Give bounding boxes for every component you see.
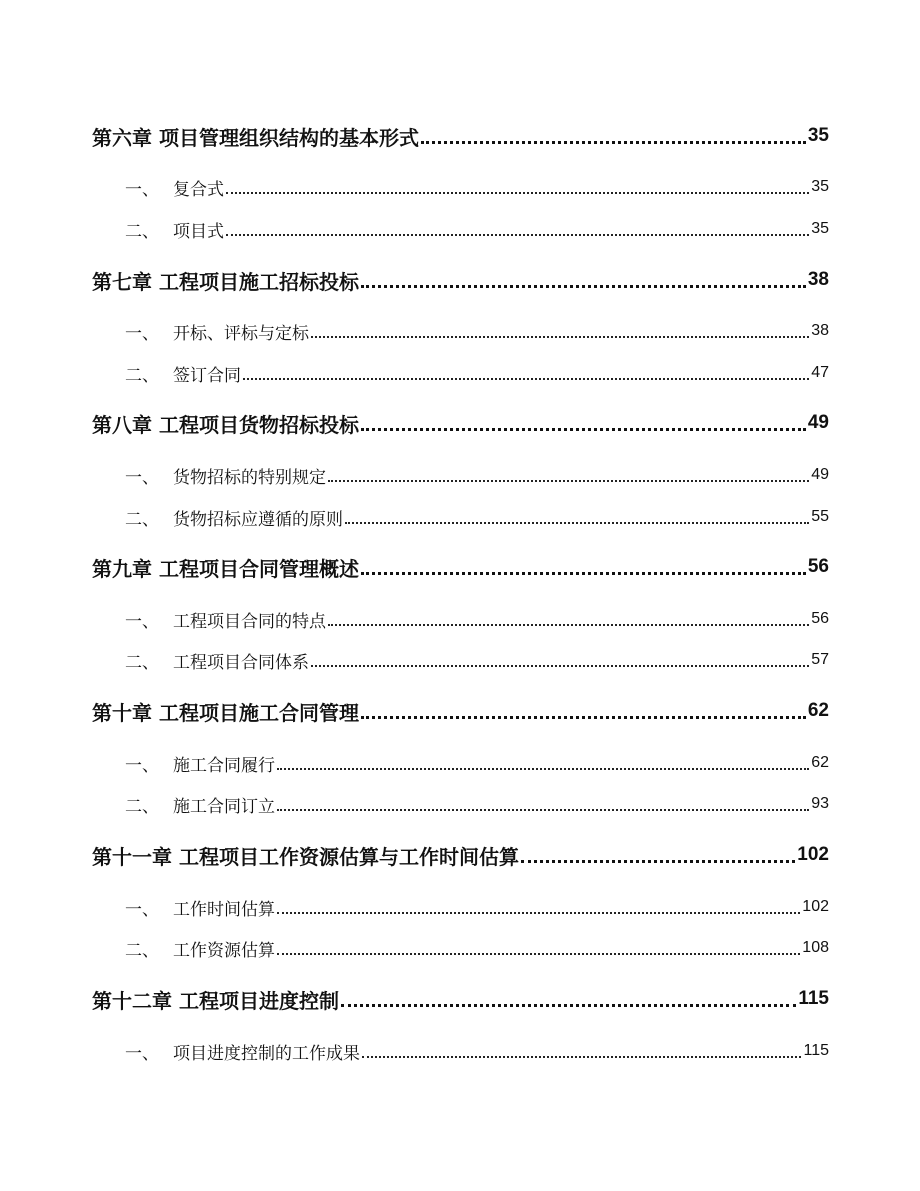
toc-page-number: 56	[807, 556, 829, 577]
toc-section-number: 一、	[125, 467, 159, 488]
toc-section-number: 二、	[125, 221, 159, 242]
toc-leader-dots	[345, 522, 809, 524]
toc-chapter-title: 第十一章 工程项目工作资源估算与工作时间估算	[92, 844, 519, 869]
toc-section-title: 工作资源估算	[173, 940, 275, 961]
toc-page-number: 93	[811, 795, 829, 812]
toc-section-number: 一、	[125, 323, 159, 344]
toc-chapter-title: 第十章 工程项目施工合同管理	[92, 700, 359, 725]
toc-section-title: 开标、评标与定标	[173, 323, 309, 344]
toc-section-title: 货物招标的特别规定	[173, 467, 326, 488]
toc-leader-dots	[361, 285, 806, 288]
toc-page-number: 38	[811, 322, 829, 339]
toc-leader-dots	[362, 1056, 801, 1058]
toc-leader-dots	[328, 480, 809, 482]
toc-page-number: 55	[811, 508, 829, 525]
toc-section-title: 施工合同订立	[173, 796, 275, 817]
toc-chapter-title: 第六章 项目管理组织结构的基本形式	[92, 125, 419, 150]
toc-section-title: 施工合同履行	[173, 755, 275, 776]
toc-section-number: 一、	[125, 611, 159, 632]
toc-section-number: 一、	[125, 179, 159, 200]
toc-page-number: 49	[807, 412, 829, 433]
toc-section-number: 一、	[125, 755, 159, 776]
toc-leader-dots	[277, 809, 809, 811]
toc-page-number: 56	[811, 610, 829, 627]
toc-leader-dots	[277, 768, 809, 770]
toc-section-number: 二、	[125, 365, 159, 386]
toc-leader-dots	[243, 378, 809, 380]
toc-section-10-2[interactable]	[0, 789, 920, 819]
toc-page-number: 47	[811, 364, 829, 381]
toc-page-number: 102	[797, 844, 829, 865]
toc-section-number: 二、	[125, 796, 159, 817]
toc-page-number: 57	[811, 651, 829, 668]
toc-section-number: 二、	[125, 509, 159, 530]
toc-page-number: 35	[811, 178, 829, 195]
toc-leader-dots	[421, 141, 806, 144]
toc-section-8-2[interactable]	[0, 502, 920, 532]
toc-page-number: 62	[811, 754, 829, 771]
toc-section-10-1[interactable]	[0, 748, 920, 778]
toc-section-9-2[interactable]	[0, 645, 920, 675]
toc-section-title: 复合式	[173, 179, 224, 200]
toc-chapter-title: 第九章 工程项目合同管理概述	[92, 556, 359, 581]
toc-chapter-title: 第八章 工程项目货物招标投标	[92, 412, 359, 437]
toc-section-title: 项目进度控制的工作成果	[173, 1043, 360, 1064]
toc-section-number: 一、	[125, 1043, 159, 1064]
toc-leader-dots	[277, 953, 800, 955]
toc-leader-dots	[311, 336, 809, 338]
toc-section-title: 工作时间估算	[173, 899, 275, 920]
toc-leader-dots	[341, 1004, 796, 1007]
toc-page-number: 115	[798, 988, 829, 1009]
toc-section-number: 二、	[125, 652, 159, 673]
toc-page-number: 108	[802, 939, 829, 956]
toc-page-number: 49	[811, 466, 829, 483]
toc-section-7-1[interactable]	[0, 316, 920, 346]
toc-chapter-12[interactable]	[0, 984, 920, 1014]
toc-leader-dots	[521, 860, 795, 863]
toc-leader-dots	[361, 572, 806, 575]
toc-section-11-1[interactable]	[0, 892, 920, 922]
toc-chapter-6[interactable]	[0, 121, 920, 151]
toc-chapter-title: 第十二章 工程项目进度控制	[92, 988, 339, 1013]
toc-section-title: 货物招标应遵循的原则	[173, 509, 343, 530]
toc-leader-dots	[328, 624, 809, 626]
toc-section-6-1[interactable]	[0, 172, 920, 202]
toc-section-7-2[interactable]	[0, 358, 920, 388]
toc-leader-dots	[311, 665, 809, 667]
toc-section-8-1[interactable]	[0, 460, 920, 490]
toc-chapter-7[interactable]	[0, 265, 920, 295]
toc-section-number: 二、	[125, 940, 159, 961]
toc-section-title: 项目式	[173, 221, 224, 242]
toc-leader-dots	[361, 428, 806, 431]
toc-section-title: 工程项目合同体系	[173, 652, 309, 673]
toc-section-9-1[interactable]	[0, 604, 920, 634]
toc-chapter-10[interactable]	[0, 696, 920, 726]
toc-chapter-title: 第七章 工程项目施工招标投标	[92, 269, 359, 294]
toc-page-number: 35	[811, 220, 829, 237]
toc-leader-dots	[226, 234, 809, 236]
toc-section-number: 一、	[125, 899, 159, 920]
toc-chapter-11[interactable]	[0, 840, 920, 870]
toc-section-title: 签订合同	[173, 365, 241, 386]
toc-page-number: 115	[803, 1042, 829, 1059]
toc-leader-dots	[277, 912, 800, 914]
toc-section-12-1[interactable]	[0, 1036, 920, 1066]
toc-page-number: 35	[807, 125, 829, 146]
toc-chapter-9[interactable]	[0, 552, 920, 582]
toc-section-6-2[interactable]	[0, 214, 920, 244]
toc-leader-dots	[361, 716, 806, 719]
toc-page-number: 38	[807, 269, 829, 290]
toc-page-number: 102	[802, 898, 829, 915]
toc-page-number: 62	[807, 700, 829, 721]
toc-chapter-8[interactable]	[0, 408, 920, 438]
toc-leader-dots	[226, 192, 809, 194]
toc-section-11-2[interactable]	[0, 933, 920, 963]
toc-section-title: 工程项目合同的特点	[173, 611, 326, 632]
